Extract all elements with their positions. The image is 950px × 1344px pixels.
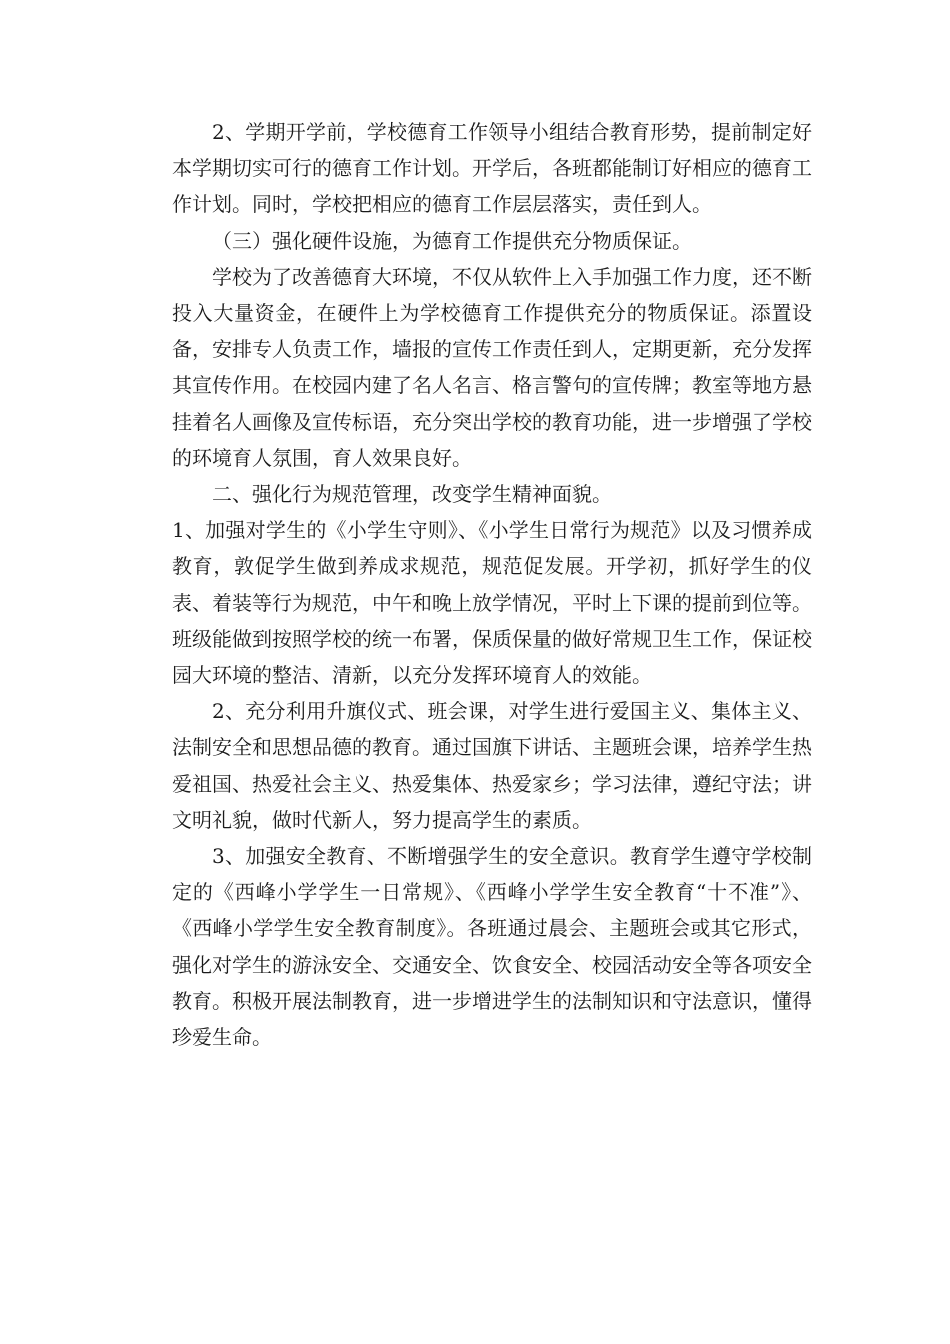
heading-behavior: 二、强化行为规范管理，改变学生精神面貌。 <box>212 482 612 507</box>
document-body <box>172 114 812 1055</box>
paragraph-safety: 3、加强安全教育、不断增强学生的安全意识。教育学生遵守学校制定的《西峰小学学生一日常规》、《西峰小学学生安全教育“十不准”》、《西峰小学学生安全教育制度》。各班通过晨会、主题班会或其它形式，强化对学生的游泳安全、交通安全、饮食安全、校园活动安全等各项安全教育。积极开展法制教育，进一步增进学生的法制知识和守法意识，懂得珍爱生命。 <box>172 844 812 1050</box>
heading-hardware: （三）强化硬件设施，为德育工作提供充分物质保证。 <box>212 228 692 253</box>
paragraph-hardware: 学校为了改善德育大环境，不仅从软件上入手加强工作力度，还不断投入大量资金，在硬件上为学校德育工作提供充分的物质保证。添置设备，安排专人负责工作，墙报的宣传工作责任到人，定期更新，充分发挥其宣传作用。在校园内建了名人名言、格言警句的宣传牌；教室等地方悬挂着名人画像及宣传标语，充分突出学校的教育功能，进一步增强了学校的环境育人氛围，育人效果良好。 <box>172 264 812 470</box>
paragraph-rules: 1、加强对学生的《小学生守则》、《小学生日常行为规范》以及习惯养成教育，敦促学生做到养成求规范，规范促发展。开学初，抓好学生的仪表、着装等行为规范，中午和晚上放学情况，平时上下课的提前到位等。班级能做到按照学校的统一布署，保质保量的做好常规卫生工作，保证校园大环境的整洁、清新，以充分发挥环境育人的效能。 <box>172 518 812 688</box>
paragraph-plan: 2、学期开学前，学校德育工作领导小组结合教育形势，提前制定好本学期切实可行的德育工作计划。开学后，各班都能制订好相应的德育工作计划。同时，学校把相应的德育工作层层落实，责任到人。 <box>172 120 812 217</box>
paragraph-flag-ceremony: 2、充分利用升旗仪式、班会课，对学生进行爱国主义、集体主义、法制安全和思想品德的教育。通过国旗下讲话、主题班会课，培养学生热爱祖国、热爱社会主义、热爱集体、热爱家乡；学习法律，遵纪守法；讲文明礼貌，做时代新人，努力提高学生的素质。 <box>172 699 812 832</box>
